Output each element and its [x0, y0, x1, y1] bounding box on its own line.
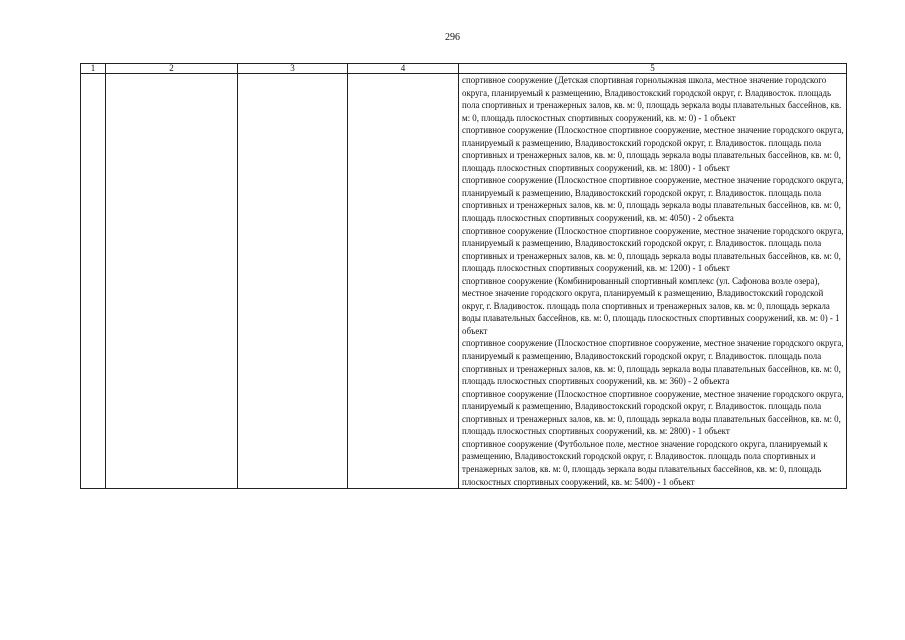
page-number: 296: [445, 32, 460, 43]
table-cell-col3: [238, 74, 348, 489]
table-header-row: [81, 64, 847, 74]
document-table: [80, 63, 847, 489]
column-header: 2: [106, 64, 238, 74]
column-header: 4: [348, 64, 459, 74]
facility-entry: спортивное сооружение (Плоскостное спортивное сооружение, местное значение городского округа, планируемый к размещению, Владивостокский городской округ, г. Владивосток. площадь пола спортивных и тренажерных залов, кв. м: 0, площадь зеркала воды плавательных бассейнов, кв. м: 0, площадь плоскостных спортивных сооружений, кв. м: 2800) - 1 объект: [462, 388, 844, 437]
facility-entry: спортивное сооружение (Плоскостное спортивное сооружение, местное значение городского округа, планируемый к размещению, Владивостокский городской округ, г. Владивосток. площадь пола спортивных и тренажерных залов, кв. м: 0, площадь зеркала воды плавательных бассейнов, кв. м: 0, площадь плоскостных спортивных сооружений, кв. м: 1200) - 1 объект: [462, 225, 844, 274]
table-row: [81, 74, 847, 489]
column-header: 1: [81, 64, 106, 74]
facility-entry: спортивное сооружение (Футбольное поле, местное значение городского округа, планируемый к размещению, Владивостокский городской округ, г. Владивосток. площадь пола спортивных и тренажерных залов, кв. м: 0, площадь зеркала воды плавательных бассейнов, кв. м: 0, площадь плоскостных спортивных сооружений, кв. м: 5400) - 1 объект: [462, 438, 828, 487]
facility-entry: спортивное сооружение (Плоскостное спортивное сооружение, местное значение городского округа, планируемый к размещению, Владивостокский городской округ, г. Владивосток. площадь пола спортивных и тренажерных залов, кв. м: 0, площадь зеркала воды плавательных бассейнов, кв. м: 0, площадь плоскостных спортивных сооружений, кв. м: 1800) - 1 объект: [462, 125, 844, 173]
facility-entry: спортивное сооружение (Плоскостное спортивное сооружение, местное значение городского округа, планируемый к размещению, Владивостокский городской округ, г. Владивосток. площадь пола спортивных и тренажерных залов, кв. м: 0, площадь зеркала воды плавательных бассейнов, кв. м: 0, площадь плоскостных спортивных сооружений, кв. м: 4050) - 2 объекта: [462, 175, 844, 224]
facility-entry: спортивное сооружение (Комбинированный спортивный комплекс (ул. Сафонова возле озера), местное значение городского округа, планируемый к размещению, Владивостокский городской округ, г. Владивосток. площадь пола спортивных и тренажерных залов, кв. м: 0, площадь зеркала воды плавательных бассейнов, кв. м: 0, площадь плоскостных спортивных сооружений, кв. м: 0) - 1 объект: [462, 275, 840, 336]
table-cell-col4: [348, 74, 459, 489]
column-header: 3: [238, 64, 348, 74]
column-header: 5: [459, 64, 847, 74]
facility-entry: спортивное сооружение (Плоскостное спортивное сооружение, местное значение городского округа, планируемый к размещению, Владивостокский городской округ, г. Владивосток. площадь пола спортивных и тренажерных залов, кв. м: 0, площадь зеркала воды плавательных бассейнов, кв. м: 0, площадь плоскостных спортивных сооружений, кв. м: 360) - 2 объекта: [462, 338, 844, 387]
table-cell-col5: [459, 74, 847, 489]
table-cell-col2: [106, 74, 238, 489]
table-cell-col1: [81, 74, 106, 489]
facility-entry: спортивное сооружение (Детская спортивная горнолыжная школа, местное значение городского округа, планируемый к размещению, Владивостокский городской округ, г. Владивосток. площадь пола спортивных и тренажерных залов, кв. м: 0, площадь зеркала воды плавательных бассейнов, кв. м: 0, площадь плоскостных спортивных сооружений, кв. м: 0) - 1 объект: [462, 75, 842, 123]
